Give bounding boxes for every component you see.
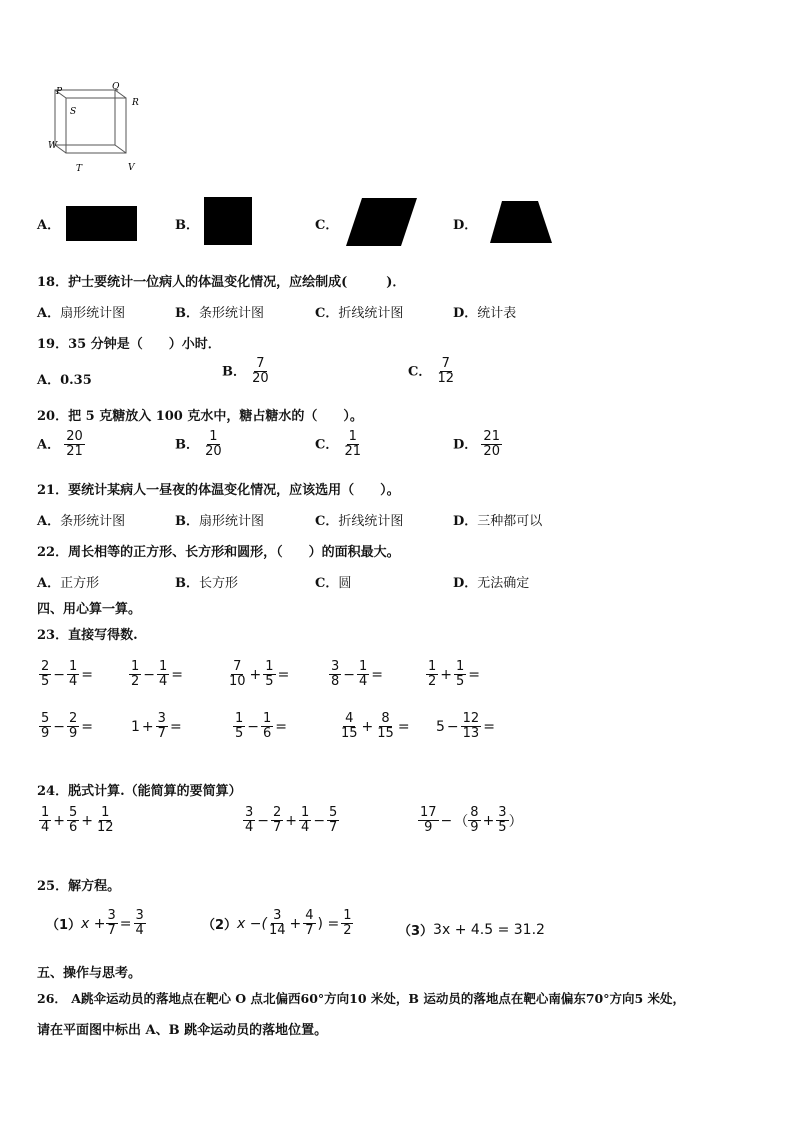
q21-option-a[interactable]: A．条形统计图 — [37, 514, 126, 529]
q17-option-c-letter: C． — [315, 218, 339, 233]
q17-trapezoid-shape[interactable] — [488, 200, 554, 244]
q24-expression-2: $\frac{3}{4}$ − $\frac{2}{7}$ + $\frac{1}{4}$ − $\frac{5}{7}$ — [245, 805, 338, 836]
q22-option-c[interactable]: C．圆 — [315, 576, 352, 591]
q23-r1-e3: $\frac{7}{10}$ + $\frac{1}{5}$ = — [229, 659, 290, 690]
q17-option-a-letter: A． — [37, 218, 61, 233]
cube-drawing — [46, 78, 156, 178]
section-5-heading: 五、操作与思考。 — [37, 966, 142, 981]
q19-option-a[interactable]: A．0.35 — [37, 373, 92, 388]
q23-r1-e1: $\frac{2}{5}$ − $\frac{1}{4}$ = — [41, 659, 94, 690]
q23-r2-e1: $\frac{5}{9}$ − $\frac{2}{9}$ = — [41, 711, 94, 742]
cube-figure — [46, 78, 156, 178]
q23-r1-e5: $\frac{1}{2}$ + $\frac{1}{5}$ = — [428, 659, 481, 690]
q23-r2-e5: 5 − $\frac{12}{13}$ = — [436, 711, 495, 742]
q25-equation-1: （1） x + $\frac{3}{7}$ = $\frac{3}{4}$ — [46, 908, 144, 939]
vertex-w: W — [48, 141, 58, 151]
q17-parallelogram-shape[interactable] — [344, 197, 418, 247]
q21-option-d[interactable]: D．三种都可以 — [453, 514, 543, 529]
q22-stem: 22．周长相等的正方形、长方形和圆形，（ ）的面积最大。 — [37, 545, 400, 560]
vertex-t: T — [76, 164, 83, 174]
q20-stem: 20．把 5 克糖放入 100 克水中，糖占糖水的（ ）。 — [37, 409, 363, 424]
q23-r2-e4: $\frac{4}{15}$ + $\frac{8}{15}$ = — [341, 711, 410, 742]
q20-option-b[interactable]: B． $\frac{1}{20}$ — [175, 429, 222, 460]
q19-option-c[interactable]: C． $\frac{7}{12}$ — [408, 356, 455, 387]
q22-option-a[interactable]: A．正方形 — [37, 576, 100, 591]
q25-equation-2: （2） x −( $\frac{3}{14}$ + $\frac{4}{7}$ ) = $\frac{1}{2}$ — [202, 908, 352, 939]
q20-option-d[interactable]: D． $\frac{21}{20}$ — [453, 429, 500, 460]
q23-r2-e3: $\frac{1}{5}$ − $\frac{1}{6}$ = — [235, 711, 288, 742]
q18-option-d[interactable]: D．统计表 — [453, 306, 517, 321]
q25-equation-3: （3） 3x + 4.5 = 31.2 — [398, 921, 545, 939]
q18-stem: 18．护士要统计一位病人的体温变化情况，应绘制成( )． — [37, 275, 406, 290]
q22-option-d[interactable]: D．无法确定 — [453, 576, 530, 591]
q24-expression-3: $\frac{17}{9}$ − （ $\frac{8}{9}$ + $\frac{3}{5}$ ） — [420, 805, 523, 836]
q21-option-b[interactable]: B．扇形统计图 — [175, 514, 265, 529]
vertex-s: S — [70, 107, 77, 117]
q23-stem: 23．直接写得数. — [37, 628, 138, 643]
vertex-q: Q — [112, 82, 120, 92]
q18-option-b[interactable]: B．条形统计图 — [175, 306, 265, 321]
q18-option-a[interactable]: A．扇形统计图 — [37, 306, 126, 321]
q17-rectangle-shape[interactable] — [66, 206, 137, 241]
q25-stem: 25．解方程。 — [37, 879, 121, 894]
vertex-v: V — [128, 163, 135, 173]
q22-option-b[interactable]: B．长方形 — [175, 576, 239, 591]
q21-stem: 21．要统计某病人一昼夜的体温变化情况，应该选用（ ）。 — [37, 483, 400, 498]
vertex-r: R — [132, 98, 139, 108]
q23-r1-e2: $\frac{1}{2}$ − $\frac{1}{4}$ = — [131, 659, 184, 690]
q26-text-line-2: 请在平面图中标出 A、B 跳伞运动员的落地位置。 — [37, 1023, 328, 1038]
q26-text-line-1: 26． A跳伞运动员的落地点在靶心 O 点北偏西60°方向10 米处，B 运动员的落地点在靶心南偏东70°方向5 米处， — [37, 991, 686, 1006]
q17-option-b-letter: B． — [175, 218, 199, 233]
q21-option-c[interactable]: C．折线统计图 — [315, 514, 404, 529]
q23-r2-e2: 1 + $\frac{3}{7}$ = — [131, 711, 182, 742]
q17-square-shape[interactable] — [204, 197, 252, 245]
q17-option-d-letter: D． — [453, 218, 478, 233]
q23-r1-e4: $\frac{3}{8}$ − $\frac{1}{4}$ = — [331, 659, 384, 690]
q20-option-c[interactable]: C． $\frac{1}{21}$ — [315, 429, 362, 460]
q20-option-a[interactable]: A． $\frac{20}{21}$ — [37, 429, 83, 460]
q24-stem: 24．脱式计算.（能简算的要简算） — [37, 784, 242, 799]
q19-stem: 19．35 分钟是（ ）小时． — [37, 337, 221, 352]
q19-option-b[interactable]: B． $\frac{7}{20}$ — [222, 356, 269, 387]
section-4-heading: 四、用心算一算。 — [37, 602, 142, 617]
q18-option-c[interactable]: C．折线统计图 — [315, 306, 404, 321]
q24-expression-1: $\frac{1}{4}$ + $\frac{5}{6}$ + $\frac{1}{12}$ — [41, 805, 114, 836]
vertex-p: P — [56, 87, 63, 97]
